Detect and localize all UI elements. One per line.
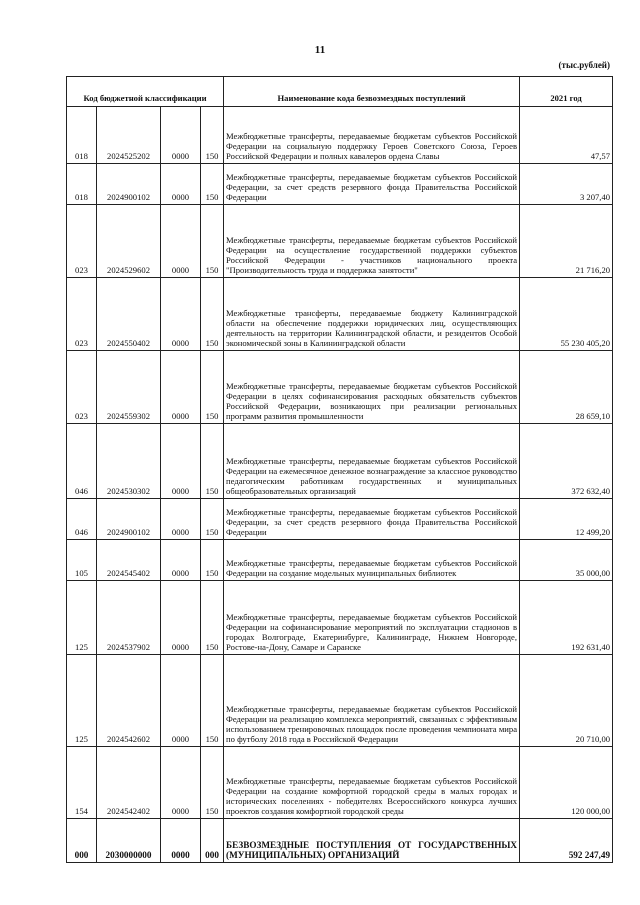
total-name: БЕЗВОЗМЕЗДНЫЕ ПОСТУПЛЕНИЯ ОТ ГОСУДАРСТВЕННЫХ (МУНИЦИПАЛЬНЫХ) ОРГАНИЗАЦИЙ — [224, 819, 520, 863]
total-row — [67, 819, 613, 863]
table-row — [67, 747, 613, 819]
cell-sub: 0000 — [161, 581, 201, 655]
cell-kosgu: 150 — [201, 424, 224, 499]
cell-code: 2024537902 — [97, 581, 161, 655]
cell-kvsr: 023 — [67, 278, 97, 351]
table-row — [67, 581, 613, 655]
cell-name: Межбюджетные трансферты, передаваемые бюджетам субъектов Российской Федерации на социальную поддержку Героев Советского Союза, Героев Российской Федерации и полных кавалеров ордена Славы — [224, 107, 520, 164]
units-label: (тыс.рублей) — [558, 60, 610, 70]
cell-kvsr: 105 — [67, 540, 97, 581]
table-header — [67, 77, 613, 107]
cell-sub: 0000 — [161, 655, 201, 747]
cell-kvsr: 018 — [67, 107, 97, 164]
cell-kvsr: 046 — [67, 424, 97, 499]
total-sub: 0000 — [161, 819, 201, 863]
cell-amount: 3 207,40 — [520, 164, 613, 205]
cell-amount: 20 710,00 — [520, 655, 613, 747]
table-row — [67, 655, 613, 747]
cell-kvsr: 018 — [67, 164, 97, 205]
cell-name: Межбюджетные трансферты, передаваемые бюджетам субъектов Российской Федерации на ежемесячное денежное вознаграждение за классное руководство педагогическим работникам государственных и муниципальных общеобразовательных организаций — [224, 424, 520, 499]
table-row — [67, 540, 613, 581]
cell-sub: 0000 — [161, 205, 201, 278]
cell-kosgu: 150 — [201, 540, 224, 581]
table-row — [67, 499, 613, 540]
cell-sub: 0000 — [161, 540, 201, 581]
cell-amount: 35 000,00 — [520, 540, 613, 581]
cell-kosgu: 150 — [201, 107, 224, 164]
cell-amount: 120 000,00 — [520, 747, 613, 819]
cell-amount: 192 631,40 — [520, 581, 613, 655]
cell-code: 2024900102 — [97, 499, 161, 540]
budget-table — [66, 76, 613, 863]
total-code: 2030000000 — [97, 819, 161, 863]
cell-code: 2024545402 — [97, 540, 161, 581]
total-amount: 592 247,49 — [520, 819, 613, 863]
cell-name: Межбюджетные трансферты, передаваемые бюджетам субъектов Российской Федерации, за счет средств резервного фонда Правительства Российской Федерации — [224, 164, 520, 205]
cell-kvsr: 023 — [67, 205, 97, 278]
cell-sub: 0000 — [161, 278, 201, 351]
cell-sub: 0000 — [161, 107, 201, 164]
cell-code: 2024525202 — [97, 107, 161, 164]
cell-code: 2024542402 — [97, 747, 161, 819]
cell-kvsr: 023 — [67, 351, 97, 424]
cell-name: Межбюджетные трансферты, передаваемые бюджетам субъектов Российской Федерации на софинансирование мероприятий по эксплуатации стадионов в городах Волгограде, Екатеринбурге, Калининграде, Нижнем Новгороде, Ростове-на-Дону, Самаре и Саранске — [224, 581, 520, 655]
cell-amount: 28 659,10 — [520, 351, 613, 424]
cell-name: Межбюджетные трансферты, передаваемые бюджетам субъектов Российской Федерации на осуществление государственной поддержки субъектов Российской Федерации - участников национального проекта "Производительность труда и поддержка занятости" — [224, 205, 520, 278]
cell-amount: 372 632,40 — [520, 424, 613, 499]
table-row — [67, 107, 613, 164]
cell-amount: 12 499,20 — [520, 499, 613, 540]
cell-kosgu: 150 — [201, 747, 224, 819]
cell-kvsr: 125 — [67, 581, 97, 655]
cell-name: Межбюджетные трансферты, передаваемые бюджетам субъектов Российской Федерации на реализацию комплекса мероприятий, связанных с эффективным использованием тренировочных площадок после проведения чемпионата мира по футболу 2018 года в Российской Федерации — [224, 655, 520, 747]
table-row — [67, 424, 613, 499]
cell-sub: 0000 — [161, 424, 201, 499]
cell-kvsr: 154 — [67, 747, 97, 819]
cell-code: 2024529602 — [97, 205, 161, 278]
cell-sub: 0000 — [161, 747, 201, 819]
cell-amount: 21 716,20 — [520, 205, 613, 278]
cell-code: 2024530302 — [97, 424, 161, 499]
cell-code: 2024550402 — [97, 278, 161, 351]
cell-name: Межбюджетные трансферты, передаваемые бюджетам субъектов Российской Федерации, за счет средств резервного фонда Правительства Российской Федерации — [224, 499, 520, 540]
cell-code: 2024559302 — [97, 351, 161, 424]
cell-kosgu: 150 — [201, 655, 224, 747]
cell-sub: 0000 — [161, 351, 201, 424]
total-kosgu: 000 — [201, 819, 224, 863]
page-number: 11 — [314, 44, 326, 56]
cell-kosgu: 150 — [201, 499, 224, 540]
table-row — [67, 164, 613, 205]
cell-name: Межбюджетные трансферты, передаваемые бюджетам субъектов Российской Федерации на создание комфортной городской среды в малых городах и исторических поселениях - победителях Всероссийского конкурса лучших проектов создания комфортной городской среды — [224, 747, 520, 819]
cell-sub: 0000 — [161, 499, 201, 540]
cell-name: Межбюджетные трансферты, передаваемые бюджетам субъектов Российской Федерации в целях софинансирования расходных обязательств субъектов Российской Федерации, возникающих при реализации региональных программ развития промышленности — [224, 351, 520, 424]
table-row — [67, 351, 613, 424]
cell-kosgu: 150 — [201, 278, 224, 351]
header-name: Наименование кода безвозмездных поступлений — [224, 77, 520, 107]
cell-sub: 0000 — [161, 164, 201, 205]
header-year: 2021 год — [520, 77, 613, 107]
header-code: Код бюджетной классификации — [67, 77, 224, 107]
cell-name: Межбюджетные трансферты, передаваемые бюджетам субъектов Российской Федерации на создание модельных муниципальных библиотек — [224, 540, 520, 581]
cell-name: Межбюджетные трансферты, передаваемые бюджету Калининградской области на обеспечение поддержки юридических лиц, осуществляющих деятельность на территории Калининградской области, и резидентов Особой экономической зоны в Калининградской области — [224, 278, 520, 351]
cell-amount: 55 230 405,20 — [520, 278, 613, 351]
table-row — [67, 205, 613, 278]
cell-kvsr: 125 — [67, 655, 97, 747]
total-kvsr: 000 — [67, 819, 97, 863]
cell-kvsr: 046 — [67, 499, 97, 540]
cell-kosgu: 150 — [201, 351, 224, 424]
cell-amount: 47,57 — [520, 107, 613, 164]
cell-kosgu: 150 — [201, 205, 224, 278]
cell-code: 2024542602 — [97, 655, 161, 747]
cell-kosgu: 150 — [201, 581, 224, 655]
cell-code: 2024900102 — [97, 164, 161, 205]
cell-kosgu: 150 — [201, 164, 224, 205]
table-row — [67, 278, 613, 351]
